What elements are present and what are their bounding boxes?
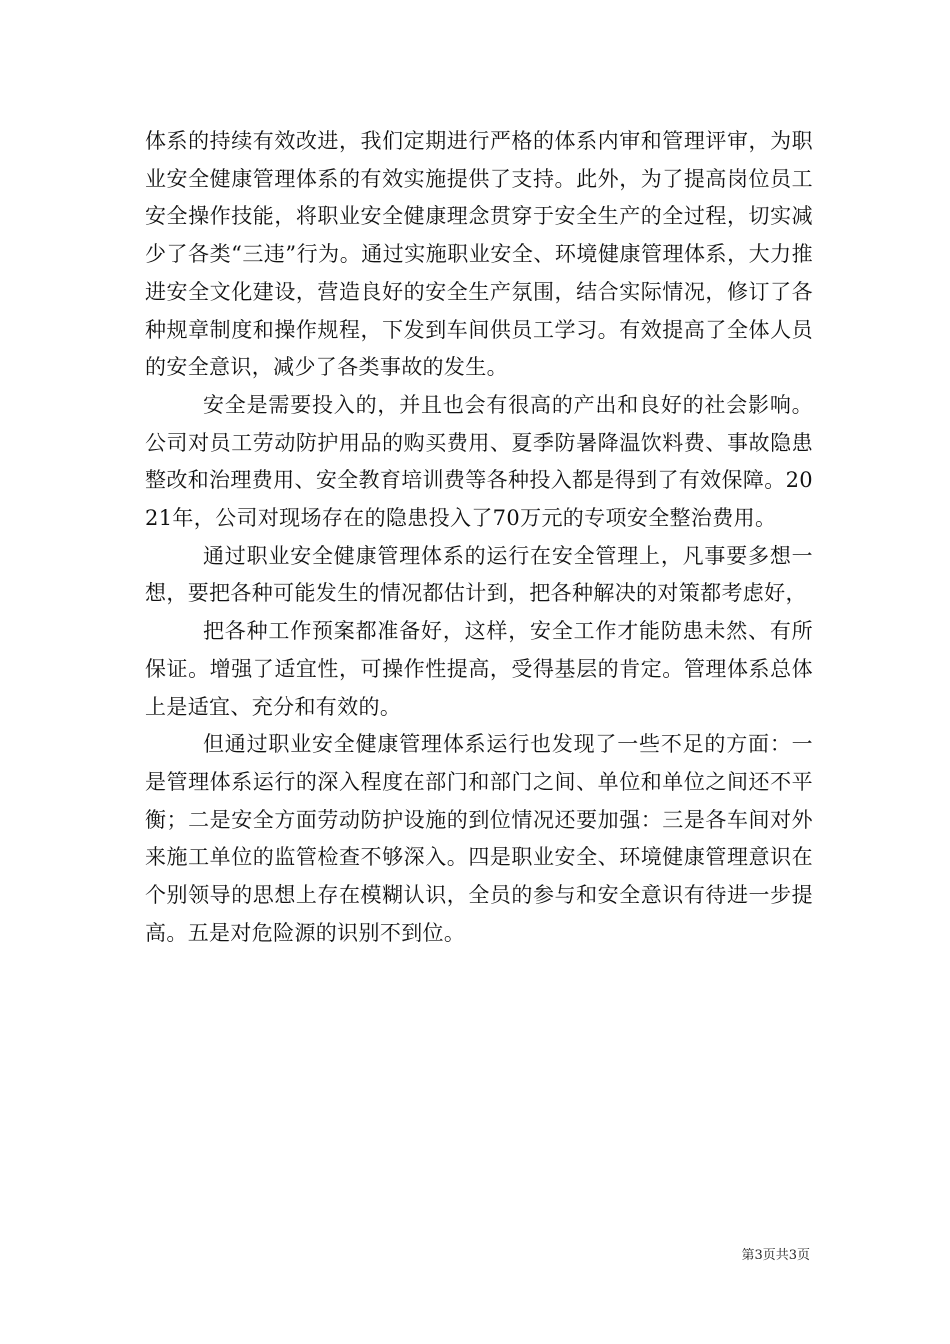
paragraph-5: 但通过职业安全健康管理体系运行也发现了一些不足的方面：一是管理体系运行的深入程度在部门和部门之间、单位和单位之间还不平衡；二是安全方面劳动防护设施的到位情况还要加强：三是各车间对外来施工单位的监管检查不够深入。四是职业安全、环境健康管理意识在个别领导的思想上存在模糊认识，全员的参与和安全意识有待进一步提高。五是对危险源的识别不到位。: [145, 732, 813, 945]
document-body: [145, 123, 813, 952]
page-number: 第3页共3页: [741, 1248, 810, 1263]
paragraph-1: 体系的持续有效改进，我们定期进行严格的体系内审和管理评审，为职业安全健康管理体系的有效实施提供了支持。此外，为了提高岗位员工安全操作技能，将职业安全健康理念贯穿于安全生产的全过程，切实减少了各类“三违”行为。通过实施职业安全、环境健康管理体系，大力推进安全文化建设，营造良好的安全生产氛围，结合实际情况，修订了各种规章制度和操作规程，下发到车间供员工学习。有效提高了全体人员的安全意识，减少了各类事故的发生。: [145, 129, 813, 380]
paragraph-3: 通过职业安全健康管理体系的运行在安全管理上，凡事要多想一想，要把各种可能发生的情况都估计到，把各种解决的对策都考虑好，: [145, 543, 813, 606]
paragraph-2: 安全是需要投入的，并且也会有很高的产出和良好的社会影响。公司对员工劳动防护用品的购买费用、夏季防暑降温饮料费、事故隐患整改和治理费用、安全教育培训费等各种投入都是得到了有效保障。2021年，公司对现场存在的隐患投入了70万元的专项安全整治费用。: [145, 392, 813, 531]
paragraph-4: 把各种工作预案都准备好，这样，安全工作才能防患未然、有所保证。增强了适宜性，可操作性提高，受得基层的肯定。管理体系总体上是适宜、充分和有效的。: [145, 619, 813, 719]
